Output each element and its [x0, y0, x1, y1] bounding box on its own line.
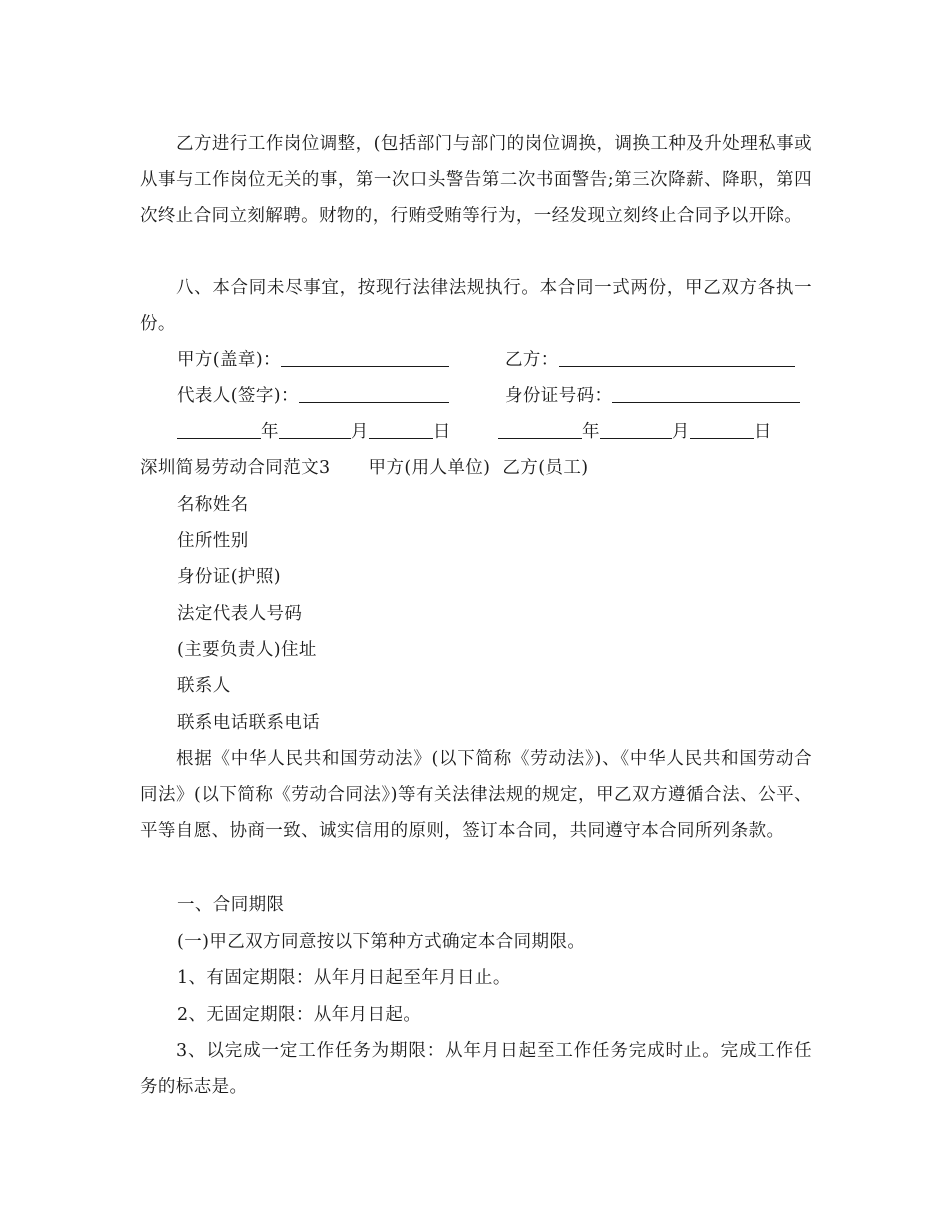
month-label: 月 [671, 422, 690, 442]
month-label: 月 [350, 422, 369, 442]
party-a-seal-label: 甲方(盖章)： [177, 350, 281, 370]
party-a-seal-blank [281, 344, 449, 367]
rep-sign-line [177, 378, 449, 414]
id-number-label: 身份证号码： [505, 386, 613, 406]
paragraph-legal-basis: 根据《中华人民共和国劳动法》(以下简称《劳动法》)、《中华人民共和国劳动合同法》(以下简称《劳动合同法》)等有关法律法规的规定，甲乙双方遵循合法、公平、平等自愿、协商一致、诚实信用的原则，签订本合同，共同遵守本合同所列条款。 [140, 749, 812, 841]
section-heading: 一、合同期限 [177, 895, 285, 915]
id-number-blank [612, 380, 800, 403]
rep-sign-blank [299, 380, 449, 403]
term-item-3: 3、以完成一定工作任务为期限：从年月日起至工作任务完成时止。完成工作任务的标志是。 [140, 1041, 812, 1097]
paragraph-clause-eight: 八、本合同未尽事宜，按现行法律法规执行。本合同一式两份，甲乙双方各执一份。 [140, 278, 812, 334]
day-label: 日 [753, 422, 772, 442]
party-a-seal-line [177, 342, 449, 378]
party-b-blank [559, 344, 795, 367]
term-item: 1、有固定期限：从年月日起至年月日止。 [177, 968, 511, 988]
day-blank [369, 416, 433, 439]
day-label: 日 [432, 422, 451, 442]
field-line: 名称姓名 [177, 495, 249, 515]
template-title-line [140, 450, 588, 486]
subsection-line: (一)甲乙双方同意按以下第种方式确定本合同期限。 [177, 932, 586, 952]
party-b-line [505, 342, 795, 378]
year-blank [498, 416, 582, 439]
field-line: 联系人 [177, 676, 231, 696]
month-blank [600, 416, 672, 439]
field-line: 法定代表人号码 [177, 604, 303, 624]
party-a-header: 甲方(用人单位) [368, 458, 491, 478]
year-label: 年 [261, 422, 279, 442]
year-blank [177, 416, 261, 439]
party-b-label: 乙方： [505, 350, 559, 370]
day-blank [690, 416, 754, 439]
field-line: 住所性别 [177, 531, 249, 551]
field-line: (主要负责人)住址 [177, 640, 317, 660]
field-line: 身份证(护照) [177, 567, 281, 587]
month-blank [279, 416, 351, 439]
field-line: 联系电话联系电话 [177, 713, 321, 733]
party-a-date-line [177, 414, 451, 450]
party-b-header: 乙方(员工) [502, 458, 589, 478]
year-label: 年 [582, 422, 600, 442]
id-number-line [505, 378, 800, 414]
paragraph-job-adjustment: 乙方进行工作岗位调整，(包括部门与部门的岗位调换，调换工种及升处理私事或从事与工作岗位无关的事，第一次口头警告第二次书面警告;第三次降薪、降职，第四次终止合同立刻解聘。财物的，行贿受贿等行为，一经发现立刻终止合同予以开除。 [140, 134, 812, 226]
rep-sign-label: 代表人(签字)： [177, 386, 299, 406]
term-item: 2、无固定期限：从年月日起。 [177, 1005, 422, 1025]
party-b-date-line [498, 414, 772, 450]
template-title: 深圳简易劳动合同范文3 [140, 458, 331, 478]
